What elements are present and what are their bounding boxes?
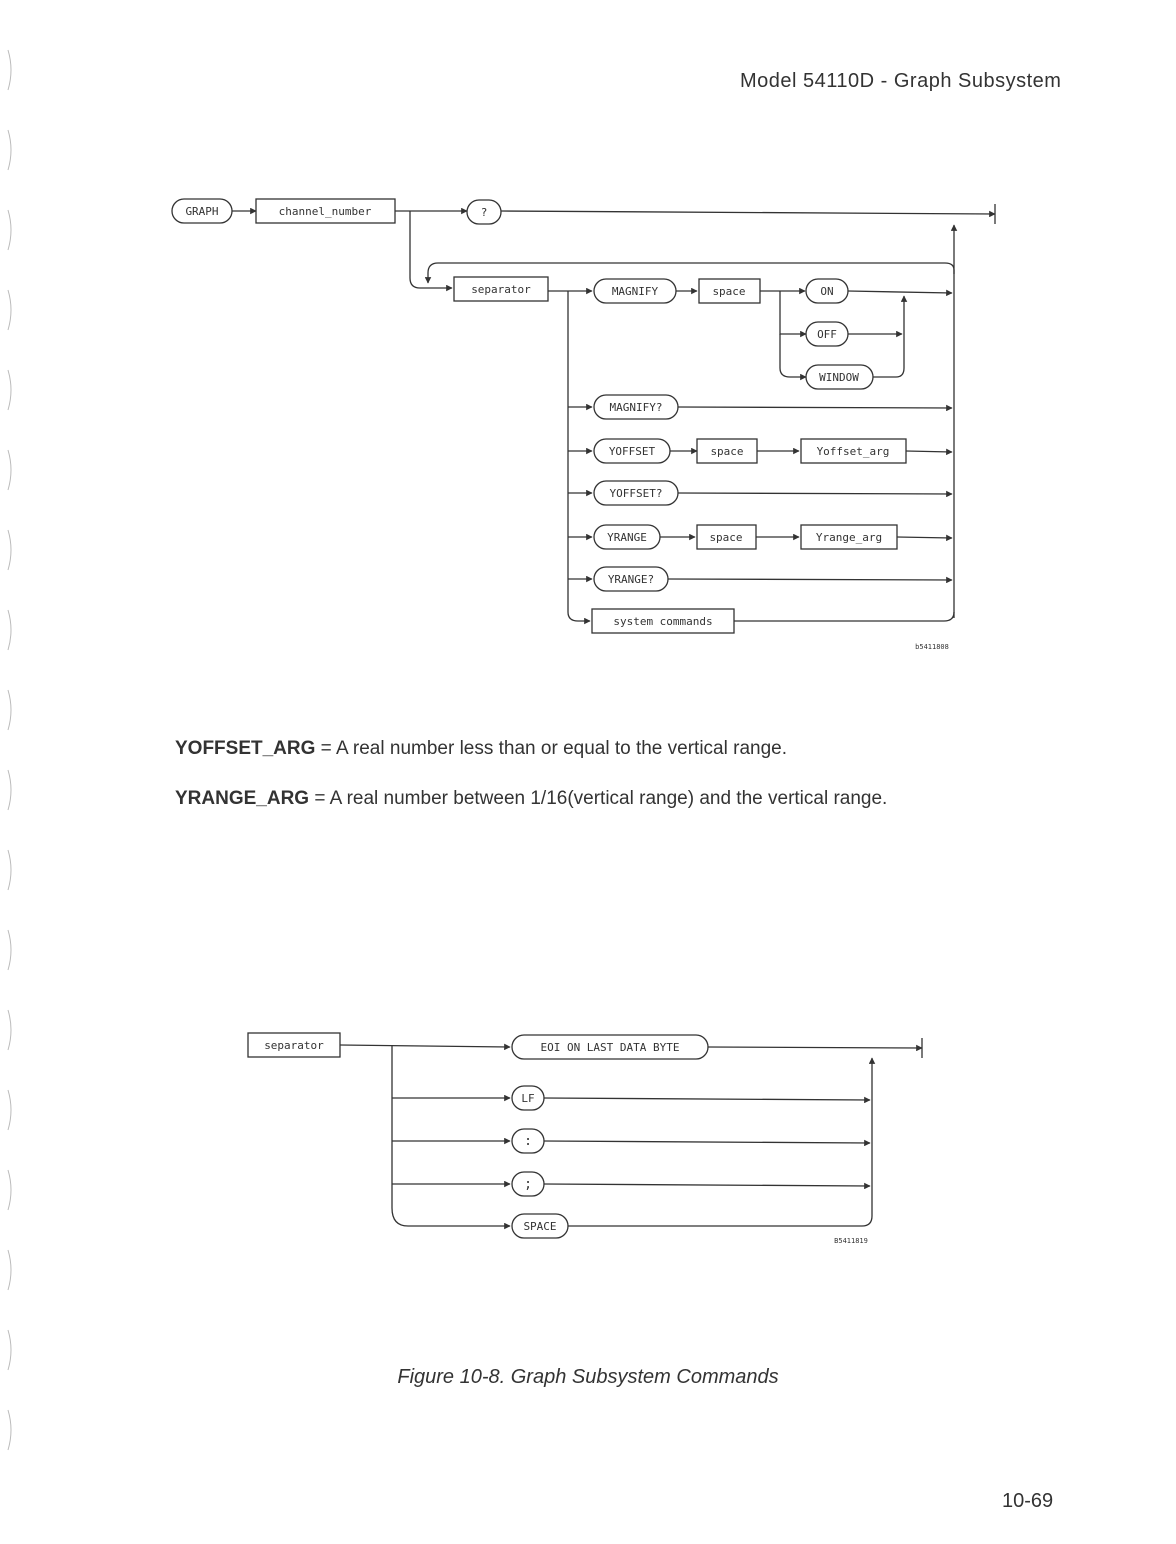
label-space-3: space — [709, 531, 743, 544]
label-channel-number: channel_number — [278, 205, 372, 218]
page-header-title: Model 54110D - Graph Subsystem — [740, 70, 1062, 92]
label-semicolon: ; — [524, 1177, 532, 1192]
label-system-commands: system commands — [613, 615, 713, 628]
label-yoffset: YOFFSET — [608, 445, 656, 458]
label-yoffset-arg: Yoffset_arg — [816, 445, 890, 458]
label-yrange: YRANGE — [607, 531, 647, 544]
definition-yrange-arg — [175, 787, 935, 810]
label-eoi: EOI ON LAST DATA BYTE — [540, 1041, 680, 1054]
label-lf: LF — [521, 1092, 535, 1105]
definition-text: = A real number less than or equal to the vertical range. — [315, 738, 787, 759]
definition-term: YRANGE_ARG — [175, 788, 310, 809]
label-space-keyword: SPACE — [523, 1220, 557, 1233]
label-separator: separator — [471, 283, 531, 296]
label-yrange-arg: Yrange_arg — [815, 531, 883, 544]
label-graph: GRAPH — [185, 205, 219, 218]
definition-text: = A real number between 1/16(vertical range) and the vertical range. — [309, 788, 888, 809]
label-query: ? — [480, 206, 488, 219]
page-number: 10-69 — [1002, 1490, 1054, 1512]
label-separator-2: separator — [264, 1039, 324, 1052]
figure-ref-1: b5411808 — [915, 643, 949, 651]
definition-term: YOFFSET_ARG — [175, 738, 316, 759]
figure-caption: Figure 10-8. Graph Subsystem Commands — [397, 1366, 779, 1388]
figure-ref-2: B5411819 — [834, 1237, 868, 1245]
label-magnify-query: MAGNIFY? — [609, 401, 663, 414]
label-yrange-query: YRANGE? — [607, 573, 655, 586]
label-window: WINDOW — [819, 371, 859, 384]
graph-syntax-diagram — [172, 199, 995, 633]
label-off: OFF — [817, 328, 837, 341]
binding-edge-marks — [8, 50, 11, 1450]
terminator-syntax-diagram — [248, 1033, 922, 1238]
label-space: space — [712, 285, 746, 298]
label-magnify: MAGNIFY — [611, 285, 659, 298]
definition-yoffset-arg — [175, 737, 935, 760]
label-yoffset-query: YOFFSET? — [609, 487, 663, 500]
label-colon: : — [524, 1134, 532, 1149]
label-on: ON — [820, 285, 834, 298]
label-space-2: space — [710, 445, 744, 458]
